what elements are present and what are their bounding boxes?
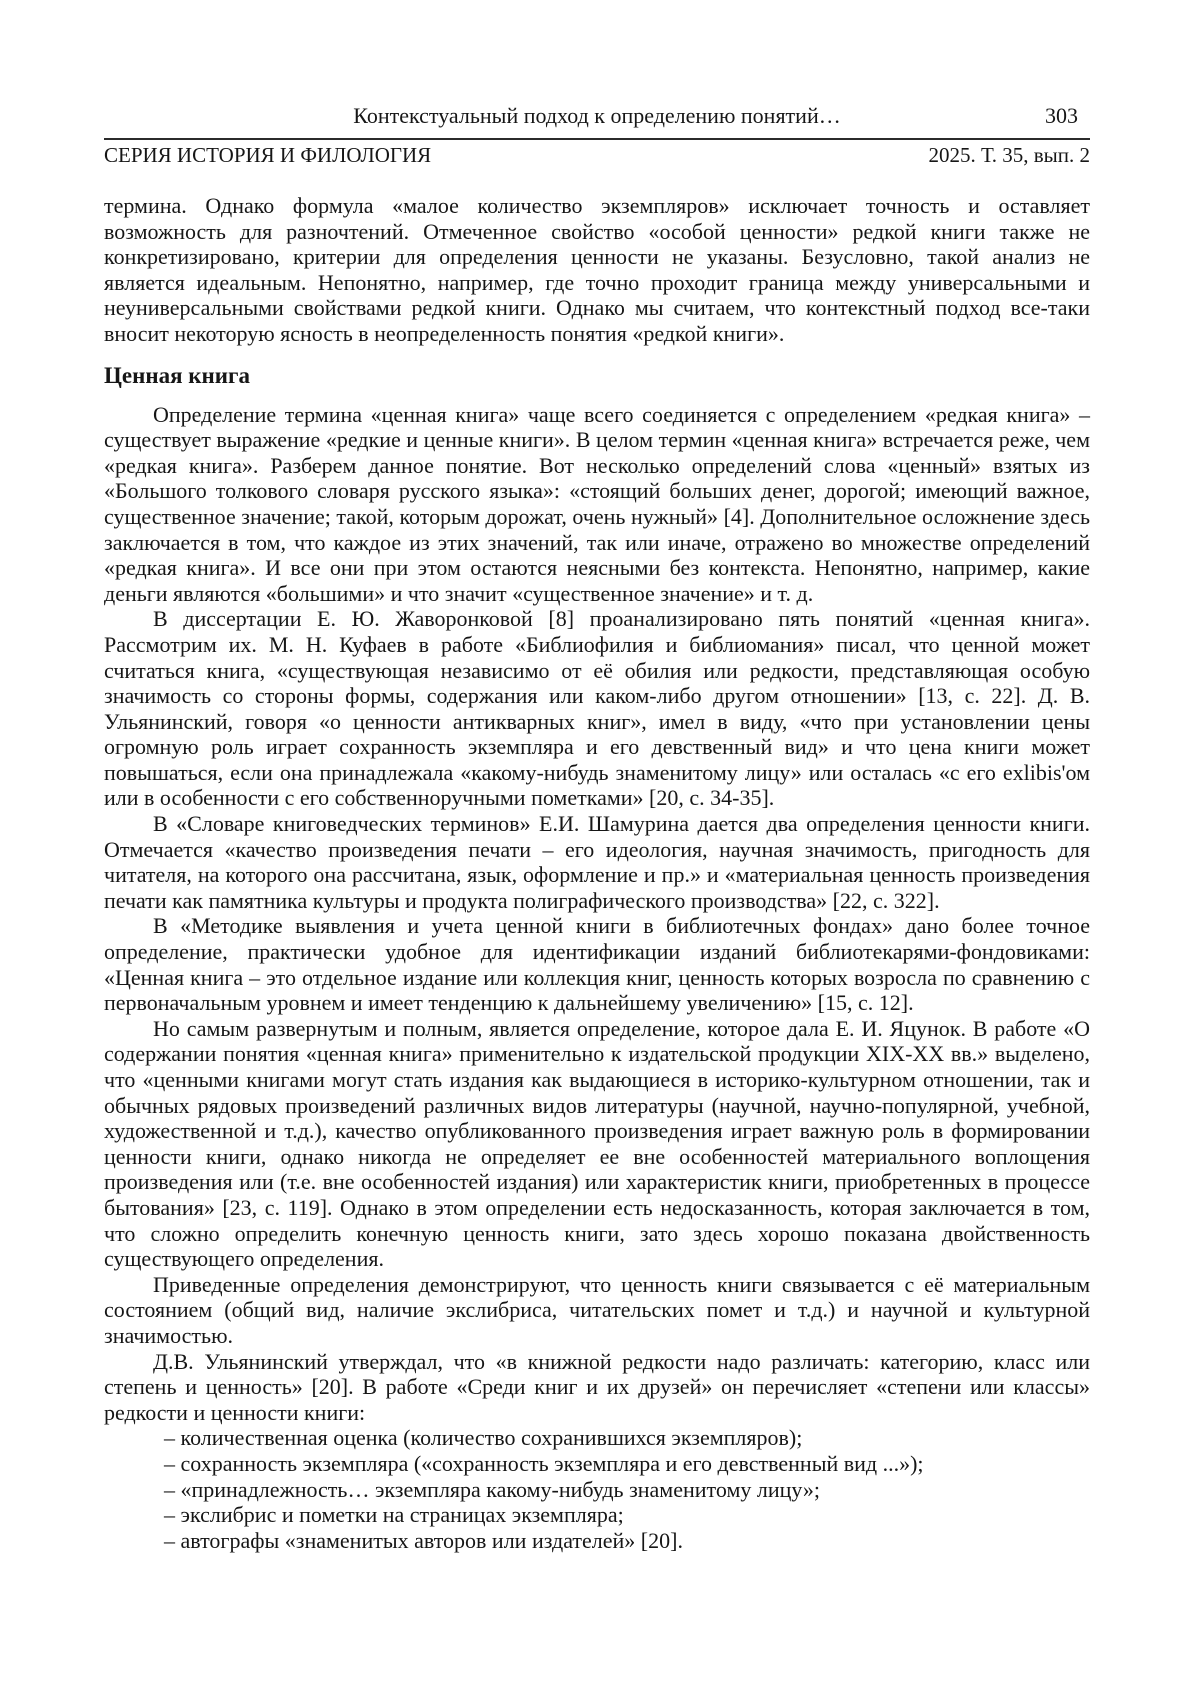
body-paragraph: В «Методике выявления и учета ценной книги в библиотечных фондах» дано более точное определение, практически удобное для идентификации изданий библиотекарями-фондовиками: «Ценная книга – это отдельное издание или коллекция книг, ценность которых возросла по сравнению с первоначальным уровнем и имеет тенденцию к дальнейшему увеличению» [15, с. 12]. — [104, 913, 1090, 1016]
running-title: Контекстуальный подход к определению понятий… — [353, 103, 841, 128]
classes-of-rarity-list — [104, 1425, 1090, 1553]
running-header — [104, 103, 1090, 129]
body-paragraph: В диссертации Е. Ю. Жаворонковой [8] проанализировано пять понятий «ценная книга». Рассмотрим их. М. Н. Куфаев в работе «Библиофилия и библиомания» писал, что ценной может считаться книга, «существующая независимо от её обилия или редкости, представляющая особую значимость со стороны формы, содержания или каком-либо другом отношении» [13, с. 22]. Д. В. Ульянинский, говоря «о ценности антикварных книг», имел в виду, «что при установлении цены огромную роль играет сохранность экземпляра и его девственный вид» и что цена книги может повышаться, если она принадлежала «какому-нибудь знаменитому лицу» или осталась «с его exlibis'ом или в особенности с его собственноручными пометками» [20, с. 34-35]. — [104, 606, 1090, 811]
volume-info: 2025. Т. 35, вып. 2 — [928, 143, 1090, 167]
list-item: – экслибрис и пометки на страницах экземпляра; — [164, 1502, 624, 1528]
list-item: – автографы «знаменитых авторов или издателей» [20]. — [164, 1527, 683, 1553]
series-row — [104, 142, 1090, 168]
body-paragraph: Но самым развернутым и полным, является определение, которое дала Е. И. Яцунок. В работе «О содержании понятия «ценная книга» применительно к издательской продукции XIX-XX вв.» выделено, что «ценными книгами могут стать издания как выдающиеся в историко-культурном отношении, так и обычных рядовых произведений различных видов литературы (научной, научно-популярной, учебной, художественной и т.д.), качество опубликованного произведения играет важную роль в формировании ценности книги, однако никогда не определяет ее вне особенностей материального воплощения произведения или (т.е. вне особенностей издания) или характеристик книги, приобретенных в процессе бытования» [23, с. 119]. Однако в этом определении есть недосказанность, которая заключается в том, что сложно определить конечную ценность книги, зато здесь хорошо показана двойственность существующего определения. — [104, 1015, 1090, 1272]
article-body — [104, 193, 1090, 1553]
body-paragraph: Д.В. Ульянинский утверждал, что «в книжной редкости надо различать: категорию, класс или степень и ценность» [20]. В работе «Среди книг и их друзей» он перечисляет «степени или классы» редкости и ценности книги: — [104, 1348, 1090, 1425]
body-paragraph: В «Словаре книговедческих терминов» Е.И. Шамурина дается два определения ценности книги. Отмечается «качество произведения печати – его идеология, научная значимость, пригодность для читателя, на которого она рассчитана, язык, оформление и пр.» и «материальная ценность произведения печати как памятника культуры и продукта полиграфического производства» [22, с. 322]. — [104, 811, 1090, 913]
page-number: 303 — [1045, 103, 1078, 128]
list-item: – сохранность экземпляра («сохранность экземпляра и его девственный вид ...»); — [164, 1450, 924, 1476]
continuation-paragraph: термина. Однако формула «малое количество экземпляров» исключает точность и оставляет возможность для разночтений. Отмеченное свойство «особой ценности» редкой книги также не конкретизировано, критерии для определения ценности не указаны. Безусловно, такой анализ не является идеальным. Непонятно, например, где точно проходит граница между универсальными и неуниверсальными свойствами редкой книги. Однако мы считаем, что контекстный подход все-таки вносит некоторую ясность в неопределенность понятия «редкой книги». — [104, 193, 1090, 346]
section-heading: Ценная книга — [104, 362, 250, 388]
list-item: – «принадлежность… экземпляра какому-нибудь знаменитому лицу»; — [164, 1476, 821, 1502]
header-divider — [104, 138, 1090, 140]
body-paragraph: Приведенные определения демонстрируют, что ценность книги связывается с её материальным состоянием (общий вид, наличие экслибриса, читательских помет и т.д.) и научной и культурной значимостью. — [104, 1271, 1090, 1348]
series-title: СЕРИЯ ИСТОРИЯ И ФИЛОЛОГИЯ — [104, 143, 432, 167]
body-paragraph: Определение термина «ценная книга» чаще всего соединяется с определением «редкая книга» – существует выражение «редкие и ценные книги». В целом термин «ценная книга» встречается реже, чем «редкая книга». Разберем данное понятие. Вот несколько определений слова «ценный» взятых из «Большого толкового словаря русского языка»: «стоящий больших денег, дорогой; имеющий важное, существенное значение; такой, которым дорожат, очень нужный» [4]. Дополнительное осложнение здесь заключается в том, что каждое из этих значений, так или иначе, отражено во множестве определений «редкая книга». И все они при этом остаются неясными без контекста. Непонятно, например, какие деньги являются «большими» и что значит «существенное значение» и т. д. — [104, 401, 1090, 606]
list-item: – количественная оценка (количество сохранившихся экземпляров); — [164, 1425, 803, 1451]
